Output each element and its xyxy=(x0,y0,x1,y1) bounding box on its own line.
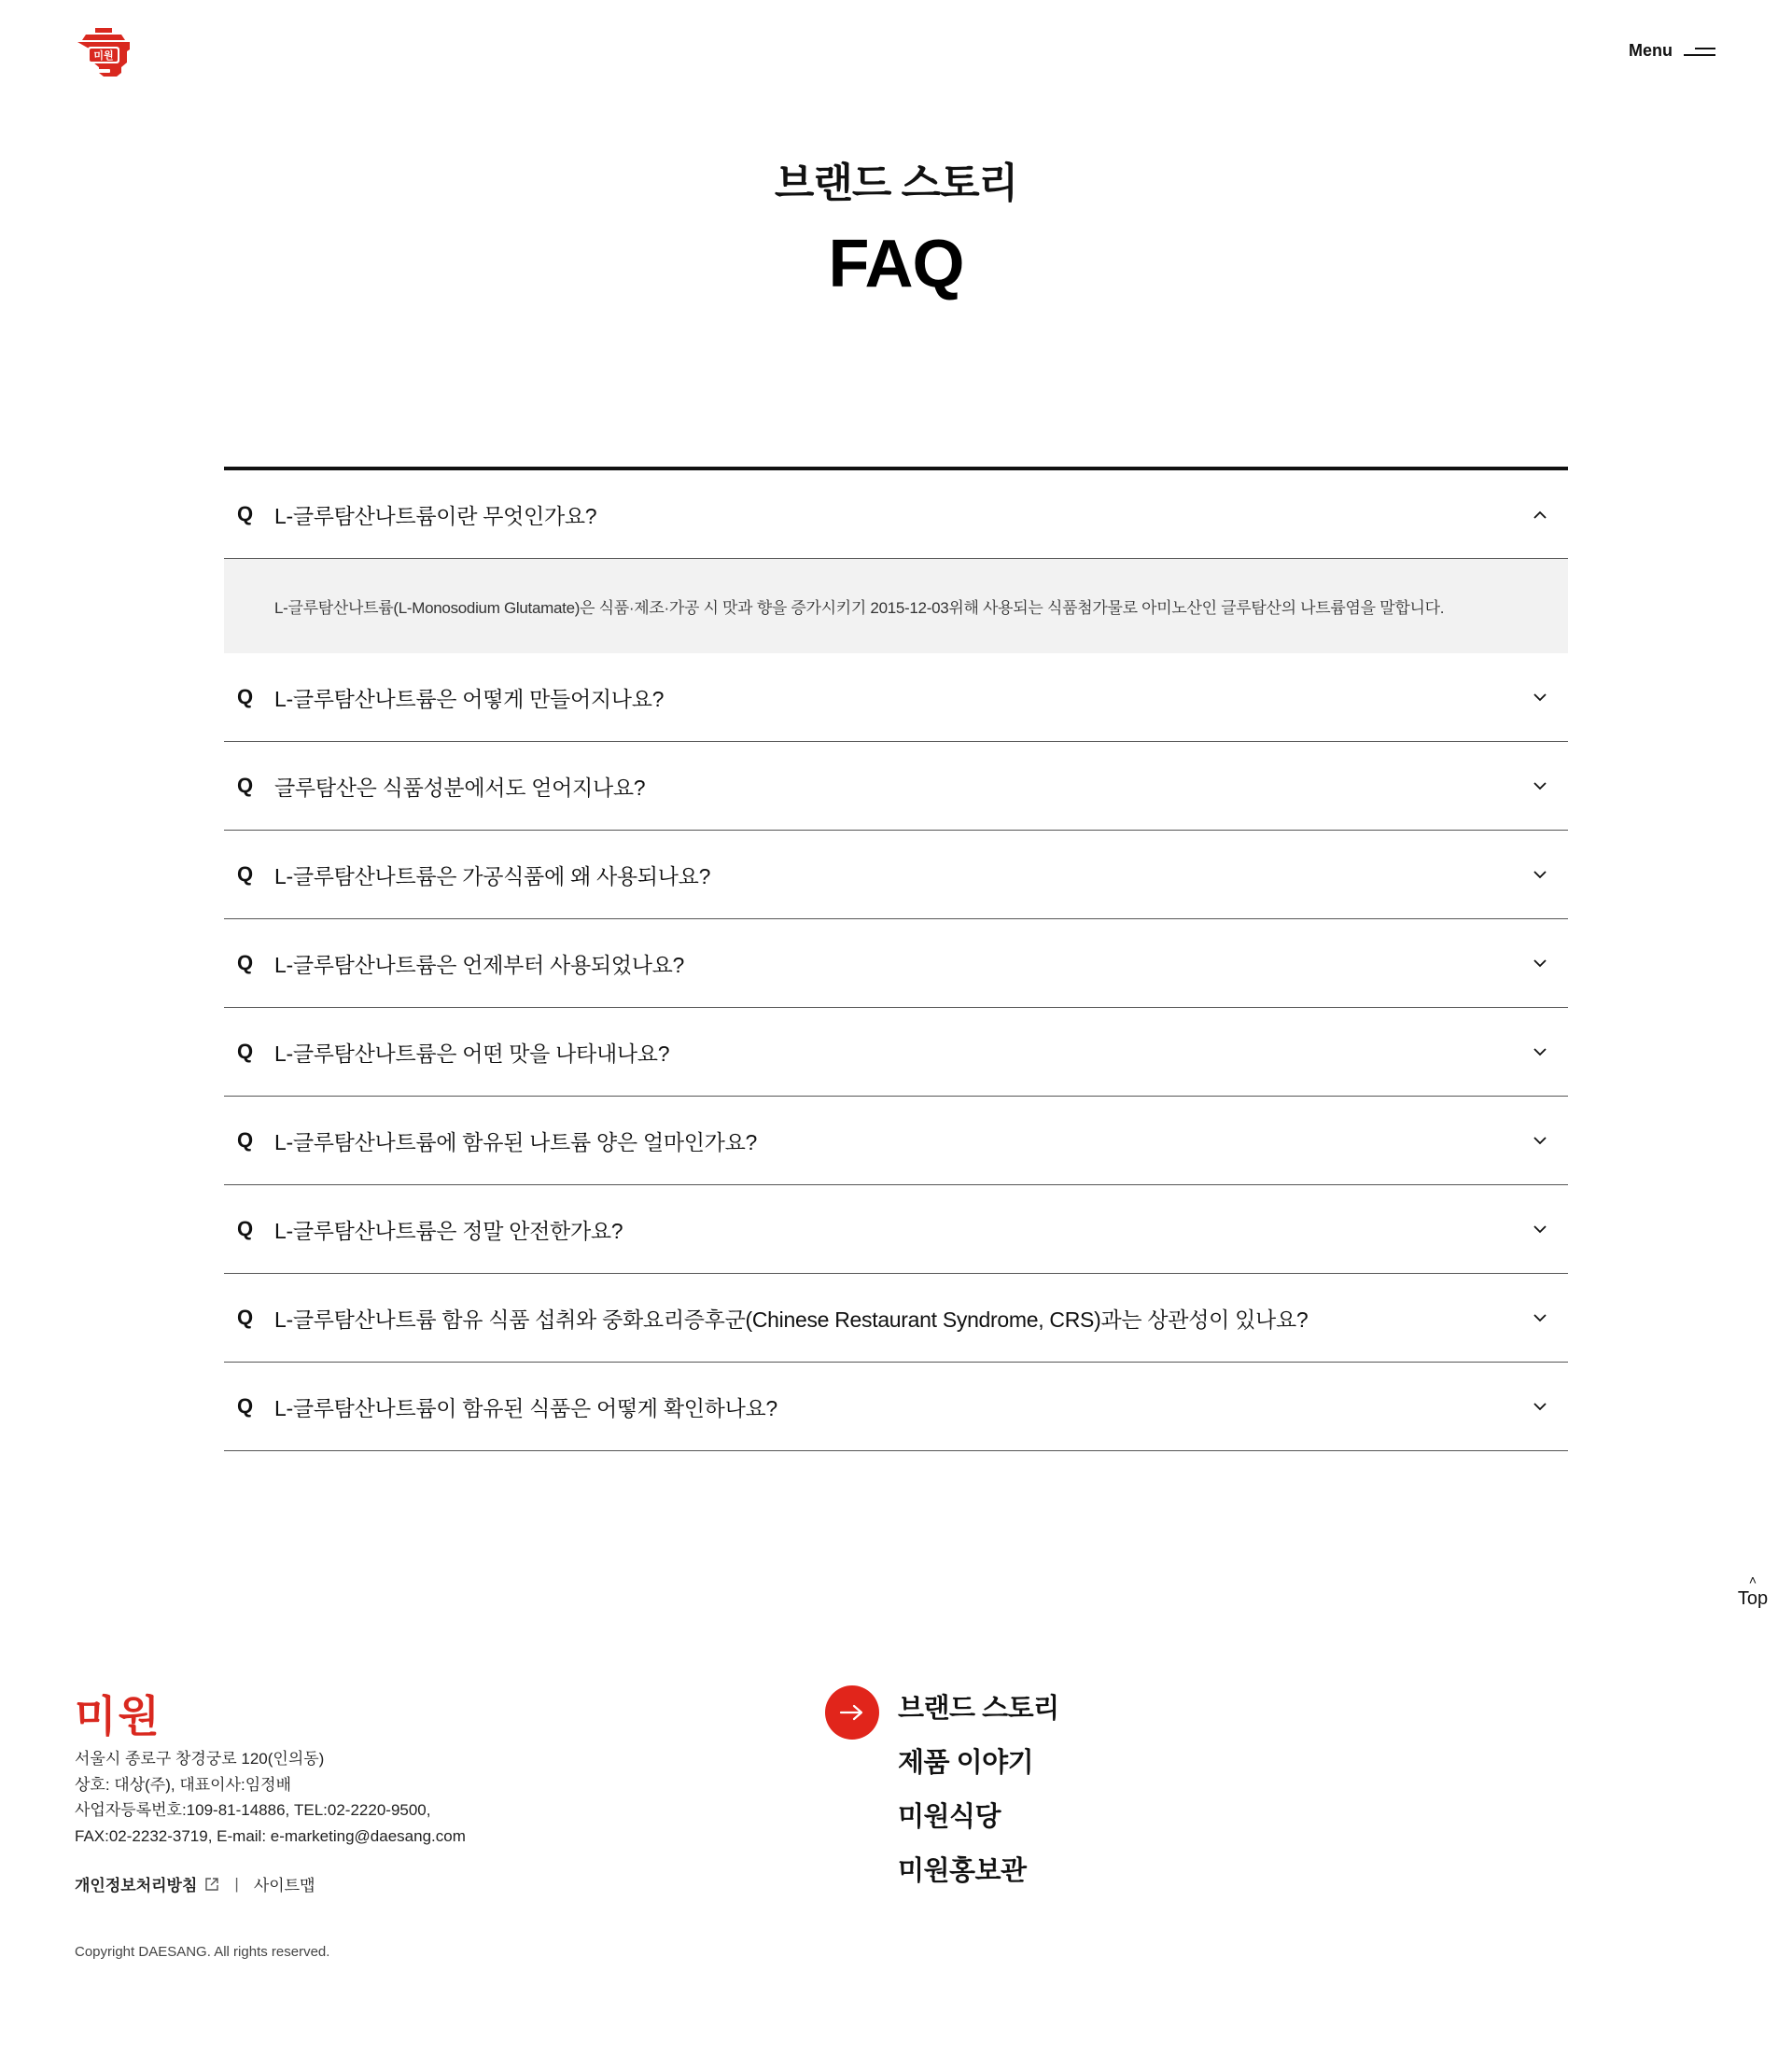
arrow-right-icon[interactable] xyxy=(825,1685,879,1740)
q-mark: Q xyxy=(237,1394,254,1418)
footer-nav-miwon-restaurant[interactable]: 미원식당 xyxy=(898,1802,1001,1832)
faq-item xyxy=(224,1185,1568,1274)
question-text: L-글루탐산나트륨은 정말 안전한가요? xyxy=(274,1218,623,1243)
faq-question[interactable] xyxy=(224,1008,1568,1096)
faq-question[interactable] xyxy=(224,1274,1568,1362)
question-text: L-글루탐산나트륨은 언제부터 사용되었나요? xyxy=(274,952,685,977)
q-mark: Q xyxy=(237,1128,254,1152)
q-mark: Q xyxy=(237,502,254,525)
chevron-down-icon[interactable] xyxy=(1531,1042,1549,1061)
faq-item xyxy=(224,1008,1568,1097)
external-link-icon xyxy=(204,1877,219,1892)
footer-nav xyxy=(898,1689,1059,1906)
faq-question[interactable] xyxy=(224,1097,1568,1184)
question-text: L-글루탐산나트륨은 어떻게 만들어지나요? xyxy=(274,686,665,711)
chevron-down-icon[interactable] xyxy=(1531,954,1549,972)
question-text: L-글루탐산나트륨은 어떤 맛을 나타내나요? xyxy=(274,1041,670,1066)
chevron-down-icon[interactable] xyxy=(1531,688,1549,706)
top-label: Top xyxy=(1737,1588,1769,1609)
faq-question[interactable] xyxy=(224,742,1568,830)
faq-item xyxy=(224,470,1568,653)
chevron-down-icon[interactable] xyxy=(1531,1397,1549,1416)
chevron-down-icon[interactable] xyxy=(1531,865,1549,884)
faq-question[interactable] xyxy=(224,831,1568,918)
q-mark: Q xyxy=(237,774,254,797)
menu-label: Menu xyxy=(1629,41,1673,60)
chevron-down-icon[interactable] xyxy=(1531,776,1549,795)
hamburger-icon xyxy=(1684,45,1715,58)
faq-item xyxy=(224,831,1568,919)
faq-answer: L-글루탐산나트륨(L-Monosodium Glutamate)은 식품·제조·가공 시 맛과 향을 증가시키기 2015-12-03위해 사용되는 식품첨가물로 아미노산인 글루탐산의 나트륨염을 말합니다. xyxy=(224,558,1568,653)
chevron-down-icon[interactable] xyxy=(1531,1308,1549,1327)
faq-list xyxy=(224,467,1568,1451)
faq-item xyxy=(224,742,1568,831)
question-text: L-글루탐산나트륨이 함유된 식품은 어떻게 확인하나요? xyxy=(274,1395,777,1420)
q-mark: Q xyxy=(237,1306,254,1329)
faq-question[interactable] xyxy=(224,1363,1568,1450)
faq-item xyxy=(224,919,1568,1008)
question-text: L-글루탐산나트륨이란 무엇인가요? xyxy=(274,503,597,528)
q-mark: Q xyxy=(237,1040,254,1063)
footer-logo: 미원 xyxy=(75,1692,161,1740)
sitemap-link[interactable]: 사이트맵 xyxy=(253,1877,315,1894)
chevron-up-icon[interactable] xyxy=(1531,505,1549,524)
faq-item xyxy=(224,1274,1568,1363)
privacy-policy-link[interactable]: 개인정보처리방침 xyxy=(75,1877,198,1894)
q-mark: Q xyxy=(237,1217,254,1240)
info-line: FAX:02-2232-3719, E-mail: e-marketing@daesang.com xyxy=(75,1826,466,1845)
chevron-down-icon[interactable] xyxy=(1531,1131,1549,1150)
faq-question[interactable] xyxy=(224,470,1568,558)
footer-nav-miwon-pr-hall[interactable]: 미원홍보관 xyxy=(898,1856,1027,1886)
question-text: L-글루탐산나트륨은 가공식품에 왜 사용되나요? xyxy=(274,863,711,888)
question-text: L-글루탐산나트륨에 함유된 나트륨 양은 얼마인가요? xyxy=(274,1129,757,1154)
faq-question[interactable] xyxy=(224,919,1568,1007)
copyright: Copyright DAESANG. All rights reserved. xyxy=(75,1944,330,1960)
faq-question[interactable] xyxy=(224,653,1568,741)
logo-text: 미원 xyxy=(93,49,114,62)
link-separator: | xyxy=(234,1874,239,1893)
question-text: 글루탐산은 식품성분에서도 얻어지나요? xyxy=(274,775,646,800)
footer-nav-product-story[interactable]: 제품 이야기 xyxy=(898,1748,1034,1778)
info-line: 서울시 종로구 창경궁로 120(인의동) xyxy=(75,1750,325,1768)
chevron-up-icon: ˄ xyxy=(1748,1573,1757,1587)
faq-question[interactable] xyxy=(224,1185,1568,1273)
page-subtitle: 브랜드 스토리 xyxy=(774,161,1018,206)
q-mark: Q xyxy=(237,951,254,974)
chevron-down-icon[interactable] xyxy=(1531,1220,1549,1238)
faq-item xyxy=(224,1363,1568,1451)
company-info xyxy=(75,1746,466,1849)
faq-item xyxy=(224,653,1568,742)
faq-item xyxy=(224,1097,1568,1185)
info-line: 상호: 대상(주), 대표이사:임정배 xyxy=(75,1775,292,1794)
footer-nav-brand-story[interactable]: 브랜드 스토리 xyxy=(898,1694,1059,1724)
page-title: FAQ xyxy=(828,227,964,301)
miwon-logo[interactable] xyxy=(75,26,133,80)
q-mark: Q xyxy=(237,862,254,886)
question-text: L-글루탐산나트륨 함유 식품 섭취와 중화요리증후군(Chinese Restaurant Syndrome, CRS)과는 상관성이 있나요? xyxy=(274,1307,1309,1332)
scroll-top-button[interactable] xyxy=(1732,1573,1773,1610)
q-mark: Q xyxy=(237,685,254,708)
footer-links xyxy=(75,1872,315,1895)
info-line: 사업자등록번호:109-81-14886, TEL:02-2220-9500, xyxy=(75,1801,431,1819)
menu-button[interactable] xyxy=(1629,41,1715,61)
